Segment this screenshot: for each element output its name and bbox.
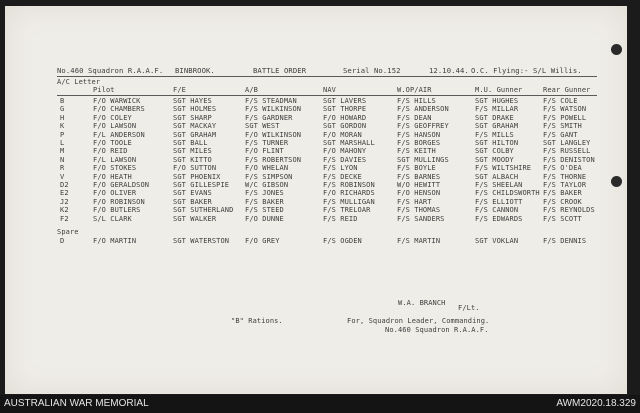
crew-flight-engineer: SGT GRAHAM [173, 130, 217, 139]
crew-mid-upper-gunner: F/S WILTSHIRE [475, 164, 532, 173]
crew-wireless-operator: F/S SANDERS [397, 214, 445, 223]
col-header-pilot: Pilot [93, 86, 115, 94]
crew-wireless-operator: F/S KEITH [397, 147, 436, 156]
rations-note: "B" Rations. [231, 317, 283, 325]
crew-rear-gunner: F/S CROOK [543, 197, 582, 206]
crew-wireless-operator: F/S HANSON [397, 130, 441, 139]
crew-wireless-operator: SGT MULLINGS [397, 155, 449, 164]
spare-pilot: F/O MARTIN [93, 237, 137, 245]
spare-mu: SGT VOKLAN [475, 237, 519, 245]
col-header-fe: F/E [173, 86, 186, 94]
crew-rear-gunner: F/S REYNOLDS [543, 206, 595, 215]
crew-letter: P [60, 130, 65, 139]
crew-navigator: F/S DECKE [323, 172, 362, 181]
crew-flight-engineer: SGT HAYES [173, 97, 212, 105]
crew-pilot: F/O REID [93, 147, 128, 156]
crew-flight-engineer: SGT PHOENIX [173, 172, 221, 181]
col-header-wop: W.OP/AIR [397, 86, 432, 94]
crew-mid-upper-gunner: SGT HILTON [475, 139, 519, 147]
archive-name: AUSTRALIAN WAR MEMORIAL [4, 398, 149, 409]
crew-air-bomber: F/S TURNER [245, 139, 289, 147]
spare-ab: F/O GREY [245, 237, 280, 245]
squadron-heading: No.460 Squadron R.A.A.F. [57, 66, 164, 75]
punch-hole [611, 176, 622, 187]
crew-wireless-operator: F/S ANDERSON [397, 105, 449, 114]
crew-pilot: F/O COLEY [93, 113, 132, 122]
crew-air-bomber: F/S STEED [245, 206, 284, 215]
crew-rear-gunner: F/S COLE [543, 97, 578, 105]
col-header-nav: NAV [323, 86, 336, 94]
crew-pilot: F/O LAWSON [93, 122, 137, 131]
column-underline [57, 95, 597, 96]
crew-rear-gunner: F/S POWELL [543, 113, 587, 122]
crew-rear-gunner: F/S RUSSELL [543, 147, 591, 156]
crew-pilot: F/O HEATH [93, 172, 132, 181]
crew-air-bomber: SGT WEST [245, 122, 280, 131]
crew-air-bomber: F/O DUNNE [245, 214, 284, 223]
crew-navigator: F/O MAHONY [323, 147, 367, 156]
signatory-name: W.A. BRANCH [398, 299, 446, 307]
crew-navigator: F/O RICHARDS [323, 189, 375, 198]
crew-air-bomber: F/O FLINT [245, 147, 284, 156]
oc-flying: O.C. Flying:- S/L Willis. [471, 66, 582, 75]
spare-nav: F/S OGDEN [323, 237, 362, 245]
crew-air-bomber: F/S GARDNER [245, 113, 293, 122]
crew-flight-engineer: SGT EVANS [173, 189, 212, 198]
crew-rear-gunner: F/S THORNE [543, 172, 587, 181]
crew-letter: M [60, 147, 65, 156]
crew-navigator: F/S TRELOAR [323, 206, 371, 215]
crew-rear-gunner: F/S SMITH [543, 122, 582, 131]
crew-mid-upper-gunner: F/S MILLS [475, 130, 514, 139]
crew-mid-upper-gunner: SGT COLBY [475, 147, 514, 156]
crew-flight-engineer: SGT HOLMES [173, 105, 217, 114]
crew-flight-engineer: SGT SHARP [173, 113, 212, 122]
crew-flight-engineer: SGT KITTO [173, 155, 212, 164]
crew-air-bomber: F/S WILKINSON [245, 105, 302, 114]
crew-navigator: F/O MORAN [323, 130, 362, 139]
crew-wireless-operator: F/O HENSON [397, 189, 441, 198]
crew-flight-engineer: SGT BAKER [173, 197, 212, 206]
crew-wireless-operator: F/S HILLS [397, 97, 436, 105]
crew-air-bomber: F/S JONES [245, 189, 284, 198]
punch-hole [611, 44, 622, 55]
archive-reference: AWM2020.18.329 [556, 398, 636, 409]
crew-wireless-operator: F/S HART [397, 197, 432, 206]
document-sheet [5, 6, 627, 394]
crew-letter: V [60, 172, 65, 181]
crew-letter: B [60, 97, 65, 105]
crew-wireless-operator: F/S BARNES [397, 172, 441, 181]
crew-mid-upper-gunner: SGT MOODY [475, 155, 514, 164]
crew-flight-engineer: SGT GILLESPIE [173, 181, 230, 189]
signature-unit-line: No.460 Squadron R.A.A.F. [385, 326, 489, 334]
col-header-mu-gunner: M.U. Gunner [475, 86, 523, 94]
crew-letter: F2 [60, 214, 69, 223]
crew-air-bomber: F/S STEADMAN [245, 97, 297, 105]
crew-letter: D2 [60, 181, 69, 189]
crew-pilot: F/O ROBINSON [93, 197, 145, 206]
crew-rear-gunner: F/S WATSON [543, 105, 587, 114]
crew-rear-gunner: F/S TAYLOR [543, 181, 587, 189]
crew-navigator: F/S REID [323, 214, 358, 223]
crew-wireless-operator: F/S GEOFFREY [397, 122, 449, 131]
crew-air-bomber: F/S ROBERTSON [245, 155, 302, 164]
signatory-rank: F/Lt. [458, 304, 480, 312]
crew-letter: L [60, 139, 65, 147]
crew-pilot: S/L CLARK [93, 214, 132, 223]
heading-underline [57, 76, 597, 77]
crew-wireless-operator: F/S BOYLE [397, 164, 436, 173]
crew-pilot: F/L LAWSON [93, 155, 137, 164]
crew-navigator: SGT MARSHALL [323, 139, 375, 147]
crew-pilot: F/O BUTLERS [93, 206, 141, 215]
crew-mid-upper-gunner: F/S EDWARDS [475, 214, 523, 223]
crew-pilot: F/O TOOLE [93, 139, 132, 147]
crew-wireless-operator: W/O HEWITT [397, 181, 441, 189]
crew-rear-gunner: F/S BAKER [543, 189, 582, 198]
serial-number: Serial No.152 [343, 66, 401, 75]
crew-flight-engineer: F/O SUTTON [173, 164, 217, 173]
crew-navigator: SGT GORDON [323, 122, 367, 131]
crew-mid-upper-gunner: SGT ALBACH [475, 172, 519, 181]
station-heading: BINBROOK. [175, 66, 215, 75]
spare-letter: D [60, 237, 65, 245]
signature-for-line: For, Squadron Leader, Commanding. [347, 317, 490, 325]
crew-air-bomber: F/S BAKER [245, 197, 284, 206]
crew-rear-gunner: F/S DENISTON [543, 155, 595, 164]
crew-flight-engineer: SGT SUTHERLAND [173, 206, 234, 215]
crew-mid-upper-gunner: SGT GRAHAM [475, 122, 519, 131]
crew-navigator: F/S ROBINSON [323, 181, 375, 189]
crew-navigator: F/S LYON [323, 164, 358, 173]
spare-fe: SGT WATERSTON [173, 237, 230, 245]
crew-pilot: F/O WARWICK [93, 97, 141, 105]
crew-wireless-operator: F/S BORGES [397, 139, 441, 147]
col-header-ab: A/B [245, 86, 258, 94]
crew-flight-engineer: SGT MILES [173, 147, 212, 156]
order-date: 12.10.44. [429, 66, 469, 75]
crew-navigator: F/S MULLIGAN [323, 197, 375, 206]
crew-pilot: F/L ANDERSON [93, 130, 145, 139]
crew-mid-upper-gunner: F/S CHILDSWORTH [475, 189, 540, 198]
crew-mid-upper-gunner: F/S ELLIOTT [475, 197, 523, 206]
crew-flight-engineer: SGT WALKER [173, 214, 217, 223]
crew-navigator: F/O HOWARD [323, 113, 367, 122]
crew-flight-engineer: SGT BALL [173, 139, 208, 147]
crew-pilot: F/O GERALDSON [93, 181, 150, 189]
crew-wireless-operator: F/S THOMAS [397, 206, 441, 215]
crew-letter: G [60, 105, 65, 114]
crew-navigator: SGT THORPE [323, 105, 367, 114]
crew-flight-engineer: SGT MACKAY [173, 122, 217, 131]
crew-rear-gunner: F/S SCOTT [543, 214, 582, 223]
crew-pilot: F/O STOKES [93, 164, 137, 173]
crew-air-bomber: F/S SIMPSON [245, 172, 293, 181]
crew-letter: K2 [60, 206, 69, 215]
crew-navigator: SGT LAVERS [323, 97, 367, 105]
spare-rear: F/S DENNIS [543, 237, 587, 245]
crew-letter: R [60, 164, 65, 173]
crew-letter: J2 [60, 197, 69, 206]
spare-label: Spare [57, 228, 79, 236]
crew-mid-upper-gunner: SGT DRAKE [475, 113, 514, 122]
spare-wop: F/S MARTIN [397, 237, 441, 245]
battle-order-title: BATTLE ORDER [253, 66, 307, 75]
crew-mid-upper-gunner: F/S SHEELAN [475, 181, 523, 189]
crew-mid-upper-gunner: SGT HUGHES [475, 97, 519, 105]
crew-pilot: F/O OLIVER [93, 189, 137, 198]
crew-air-bomber: W/C GIBSON [245, 181, 289, 189]
col-header-ac-letter: A/C Letter [57, 78, 101, 86]
crew-pilot: F/O CHAMBERS [93, 105, 145, 114]
crew-navigator: F/S DAVIES [323, 155, 367, 164]
crew-mid-upper-gunner: F/S MILLAR [475, 105, 519, 114]
crew-rear-gunner: SGT LANGLEY [543, 139, 591, 147]
crew-rear-gunner: F/S O'DEA [543, 164, 582, 173]
crew-rear-gunner: F/S GANT [543, 130, 578, 139]
crew-letter: N [60, 155, 65, 164]
col-header-rear-gunner: Rear Gunner [543, 86, 591, 94]
crew-air-bomber: F/O WILKINSON [245, 130, 302, 139]
crew-letter: K [60, 122, 65, 131]
crew-letter: H [60, 113, 65, 122]
crew-letter: E2 [60, 189, 69, 198]
archive-footer [0, 395, 640, 413]
crew-air-bomber: F/O WHELAN [245, 164, 289, 173]
crew-mid-upper-gunner: F/S CANNON [475, 206, 519, 215]
crew-wireless-operator: F/S DEAN [397, 113, 432, 122]
